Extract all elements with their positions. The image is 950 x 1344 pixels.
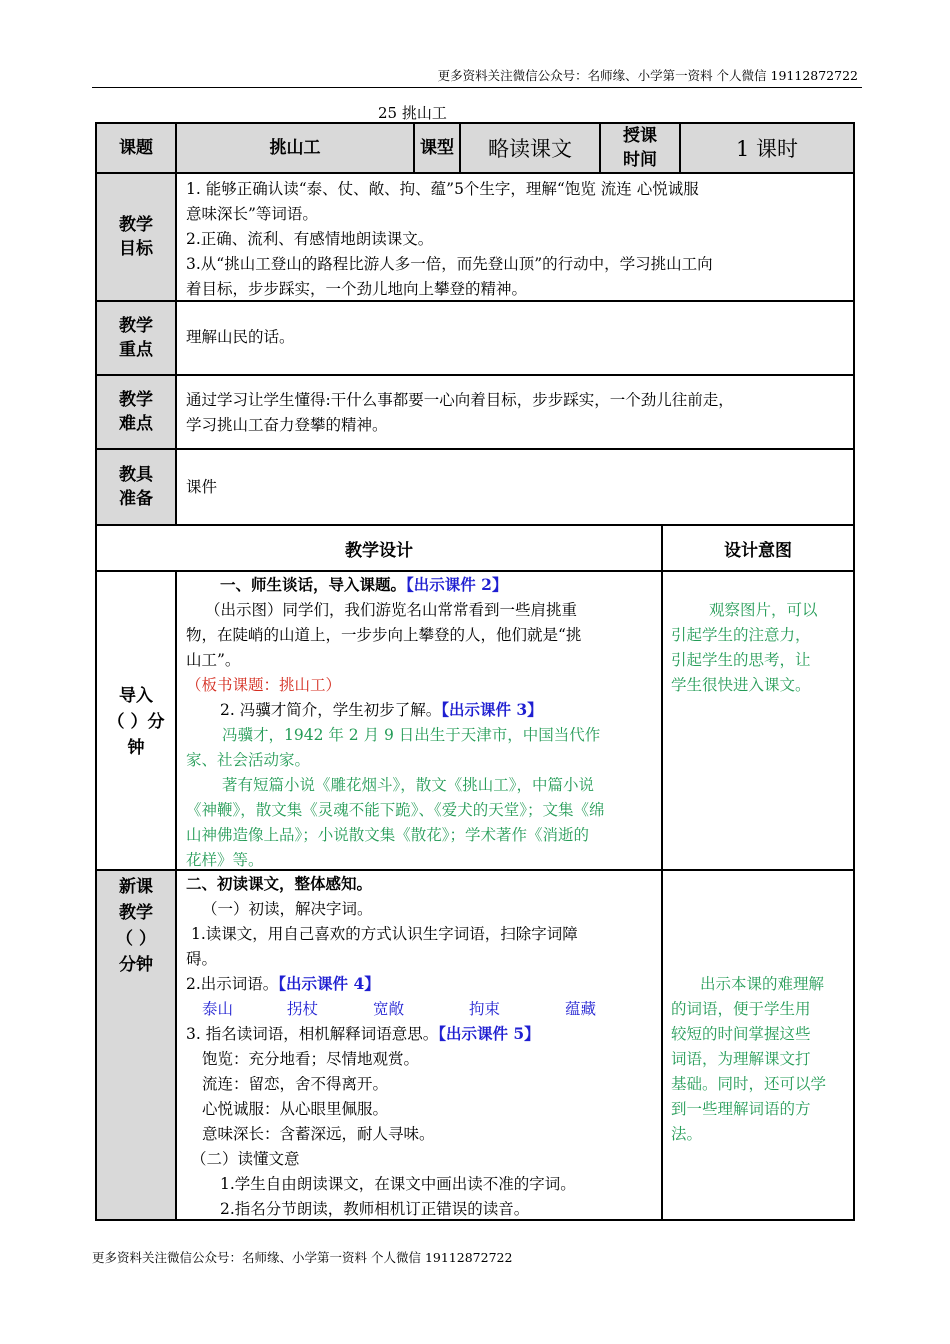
- newlesson-item3-tag: 【出示课件 5】: [438, 1024, 540, 1043]
- objectives-label: 教学目标: [95, 172, 177, 302]
- vocab-word: 拘束: [469, 1000, 501, 1018]
- newlesson-item1-line: 1.读课文，用自己喜欢的方式认识生字词语，扫除字词障: [191, 925, 578, 943]
- word-definition: 意味深长：含蓄深远，耐人寻味。: [202, 1125, 435, 1143]
- newlesson-intent-line: 较短的时间掌握这些: [671, 1025, 811, 1043]
- topic-value: 挑山工: [175, 122, 415, 174]
- newlesson-heading: 二、初读课文，整体感知。: [186, 874, 373, 893]
- bio-line: 花样》等。: [186, 851, 264, 869]
- topic-label: 课题: [95, 122, 177, 174]
- difficulties-label: 教学难点: [95, 374, 177, 450]
- vocab-word: 宽敞: [373, 1000, 405, 1018]
- key-points-text: 理解山民的话。: [186, 328, 295, 346]
- newlesson-intent-line: 法。: [671, 1125, 703, 1143]
- objectives-cell: [175, 172, 855, 302]
- word-definition: 流连：留恋，舍不得离开。: [202, 1075, 389, 1093]
- newlesson-step: 1.学生自由朗读课文，在课文中画出读不准的字词。: [220, 1175, 576, 1193]
- newlesson-item2-tag: 【出示课件 4】: [278, 974, 380, 993]
- bio-line: 山神佛造像上品》；小说散文集《散花》；学术著作《消逝的: [186, 826, 590, 844]
- intro-intent-line: 引起学生的注意力，: [671, 626, 811, 644]
- board-title: （板书课题：挑山工）: [186, 676, 342, 694]
- materials-label: 教具准备: [95, 448, 177, 526]
- newlesson-intent-line: 词语，为理解课文打: [671, 1050, 811, 1068]
- intro-para-line: 山工”。: [186, 651, 241, 669]
- newlesson-intent-line: 的词语，便于学生用: [671, 1000, 811, 1018]
- intro-label-line: 导入: [119, 686, 153, 706]
- intent-header: 设计意图: [661, 524, 855, 572]
- difficulties-cell: [175, 374, 855, 450]
- intro-label-line: 钟: [127, 738, 145, 758]
- intro-heading: 一、师生谈话，导入课题。: [220, 575, 407, 594]
- key-points-cell: [175, 300, 855, 376]
- newlesson-item3-line: [186, 1022, 540, 1047]
- intro-intent-line: 观察图片，可以: [709, 601, 818, 619]
- intro-label: [95, 570, 177, 871]
- newlesson-content: [175, 869, 663, 1221]
- type-label: 课型: [413, 122, 461, 174]
- intro-label-line: （ ）分: [107, 712, 165, 732]
- newlesson-label-line: 新课: [119, 877, 153, 897]
- bio-line: 冯骥才，1942 年 2 月 9 日出生于天津市，中国当代作: [222, 726, 601, 744]
- time-label: 授课时间: [599, 122, 681, 174]
- type-value: 略读课文: [459, 122, 601, 174]
- intro-para-line: 物，在陡峭的山道上，一步步向上攀登的人，他们就是“挑: [186, 626, 582, 644]
- word-definition: 饱览：充分地看；尽情地观赏。: [202, 1050, 420, 1068]
- vocab-word: 拐杖: [287, 1000, 319, 1018]
- difficulties-line: 通过学习让学生懂得:干什么事都要一心向着目标，步步踩实，一个劲儿往前走，: [186, 391, 734, 409]
- newlesson-item2-line: [186, 972, 380, 997]
- vocab-word: 蕴藏: [565, 1000, 597, 1018]
- newlesson-label-line: （ ）: [116, 929, 156, 949]
- bio-line: 《神鞭》，散文集《灵魂不能下跪》、《爱犬的天堂》；文集《绵: [186, 801, 605, 819]
- time-value: 1 课时: [679, 122, 855, 174]
- word-definition: 心悦诚服：从心眼里佩服。: [202, 1100, 389, 1118]
- newlesson-item2: 2.出示词语。: [186, 975, 279, 993]
- intro-content: [175, 570, 663, 871]
- newlesson-intent-line: 到一些理解词语的方: [671, 1100, 811, 1118]
- difficulties-line: 学习挑山工奋力登攀的精神。: [186, 416, 388, 434]
- newlesson-label-line: 教学: [119, 903, 153, 923]
- newlesson-item1-line: 碍。: [186, 950, 218, 968]
- intro-step2-tag: 【出示课件 3】: [441, 700, 543, 719]
- page-header: 更多资料关注微信公众号：名师缘、小学第一资料 个人微信 19112872722: [437, 68, 858, 83]
- intro-heading-line: [220, 573, 507, 598]
- intro-intent-line: 学生很快进入课文。: [671, 676, 811, 694]
- intro-intent: [661, 570, 855, 871]
- materials-cell: [175, 448, 855, 526]
- newlesson-label-line: 分钟: [119, 955, 153, 975]
- page-footer: 更多资料关注微信公众号：名师缘、小学第一资料 个人微信 19112872722: [92, 1250, 513, 1265]
- key-points-label: 教学重点: [95, 300, 177, 376]
- intro-step2: 2. 冯骥才简介，学生初步了解。: [220, 701, 442, 719]
- newlesson-intent-line: 出示本课的难理解: [700, 975, 825, 993]
- newlesson-intent-line: 基础。同时，还可以学: [671, 1075, 827, 1093]
- newlesson-sub1: （一）初读，解决字词。: [202, 900, 373, 918]
- intro-para-line: （出示图）同学们，我们游览名山常常看到一些肩挑重: [205, 601, 578, 619]
- newlesson-sub2: （二）读懂文意: [191, 1150, 300, 1168]
- bio-line: 著有短篇小说《雕花烟斗》，散文《挑山工》，中篇小说: [222, 776, 595, 794]
- design-header: 教学设计: [95, 524, 663, 572]
- objective-line: 着目标，步步踩实，一个劲儿地向上攀登的精神。: [186, 280, 528, 298]
- vocab-word: 泰山: [202, 1000, 234, 1018]
- intro-heading-tag: 【出示课件 2】: [406, 575, 508, 594]
- lesson-title: 25 挑山工: [378, 104, 447, 122]
- objective-line: 意味深长”等词语。: [186, 205, 318, 223]
- bio-line: 家、社会活动家。: [186, 751, 311, 769]
- objective-line: 3.从“挑山工登山的路程比游人多一倍，而先登山顶”的行动中，学习挑山工向: [186, 255, 713, 273]
- newlesson-label: [95, 869, 177, 1221]
- objective-line: 1. 能够正确认读“泰、仗、敞、拘、蕴”5个生字，理解“饱览 流连 心悦诚服: [186, 180, 699, 198]
- newlesson-step: 2.指名分节朗读，教师相机订正错误的读音。: [220, 1200, 530, 1218]
- header-divider: [92, 87, 862, 88]
- intro-step2-line: [220, 698, 543, 723]
- intro-intent-line: 引起学生的思考，让: [671, 651, 811, 669]
- newlesson-item3: 3. 指名读词语，相机解释词语意思。: [186, 1025, 439, 1043]
- newlesson-intent: [661, 869, 855, 1221]
- objective-line: 2.正确、流利、有感情地朗读课文。: [186, 230, 434, 248]
- lesson-plan-table: [95, 122, 855, 1221]
- materials-text: 课件: [186, 478, 218, 496]
